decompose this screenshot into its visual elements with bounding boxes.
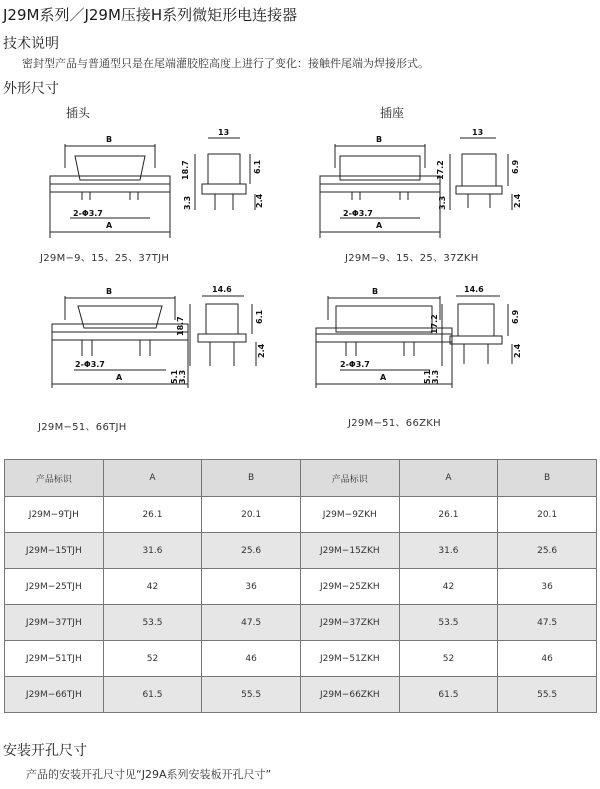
table-row: [5, 569, 597, 605]
table-header: 产品标识: [5, 460, 104, 497]
dim-holes: 2-Φ3.7: [73, 209, 103, 218]
drawing-plug-tjh-large: [30, 284, 270, 399]
table-cell: 26.1: [399, 497, 498, 533]
table-cell: 25.6: [202, 533, 301, 569]
caption-plug-tjh-large: J29M−51、66TJH: [38, 422, 127, 433]
table-cell: J29M−15TJH: [5, 533, 104, 569]
table-cell: 31.6: [399, 533, 498, 569]
dim-b: B: [106, 135, 113, 144]
socket-label: 插座: [380, 106, 405, 120]
table-cell: 55.5: [202, 677, 301, 713]
dim-height: 17.2: [430, 314, 439, 334]
table-cell: 20.1: [498, 497, 597, 533]
dim-left-small: 3.3: [178, 369, 187, 384]
dim-top: 13: [218, 128, 230, 137]
table-cell: 20.1: [202, 497, 301, 533]
dim-a: A: [376, 221, 383, 230]
dim-left-small2: 5.1: [170, 369, 179, 384]
dim-a: A: [380, 373, 387, 382]
dim-bottom-right: 2.4: [255, 193, 264, 208]
dim-top: 14.6: [212, 285, 232, 294]
dim-holes: 2-Φ3.7: [75, 360, 105, 369]
tech-description: 密封型产品与普通型只是在尾端灌胶腔高度上进行了变化：接触件尾端为焊接形式。: [22, 57, 429, 70]
table-cell: 25.6: [498, 533, 597, 569]
dim-holes: 2-Φ3.7: [343, 209, 373, 218]
dim-b: B: [372, 287, 379, 296]
dim-left-small: 3.3: [183, 195, 192, 210]
tech-heading: 技术说明: [3, 36, 59, 52]
table-cell: 53.5: [103, 605, 202, 641]
table-cell: 42: [103, 569, 202, 605]
dim-left-small: 3.3: [438, 195, 447, 210]
table-cell: 36: [498, 569, 597, 605]
spec-table: [4, 459, 597, 713]
dim-b: B: [376, 135, 383, 144]
table-cell: 47.5: [498, 605, 597, 641]
table-cell: 46: [202, 641, 301, 677]
table-cell: 52: [103, 641, 202, 677]
table-cell: J29M−37ZKH: [300, 605, 399, 641]
dim-top: 14.6: [464, 285, 484, 294]
caption-plug-tjh: J29M−9、15、25、37TJH: [40, 253, 170, 264]
table-cell: J29M−25TJH: [5, 569, 104, 605]
table-cell: 42: [399, 569, 498, 605]
table-row: [5, 677, 597, 713]
drawing-socket-zkh: [300, 128, 540, 243]
table-row: [5, 641, 597, 677]
dim-right: 6.1: [253, 159, 262, 174]
dim-top: 13: [472, 128, 484, 137]
table-cell: J29M−66ZKH: [300, 677, 399, 713]
table-cell: 31.6: [103, 533, 202, 569]
plug-label: 插头: [66, 106, 91, 120]
table-row: [5, 497, 597, 533]
table-cell: J29M−25ZKH: [300, 569, 399, 605]
dim-left-small2: 5.1: [423, 369, 432, 384]
table-header: 产品标识: [300, 460, 399, 497]
table-cell: J29M−9ZKH: [300, 497, 399, 533]
dim-b: B: [106, 287, 113, 296]
table-cell: J29M−66TJH: [5, 677, 104, 713]
dim-height: 18.7: [176, 316, 185, 336]
dim-left-small: 3.3: [431, 369, 440, 384]
table-cell: 26.1: [103, 497, 202, 533]
dim-bottom-right: 2.4: [513, 193, 522, 208]
page-title: J29M系列／J29M压接H系列微矩形电连接器: [3, 6, 298, 24]
dim-bottom-right: 2.4: [513, 343, 522, 358]
table-cell: 47.5: [202, 605, 301, 641]
table-cell: 55.5: [498, 677, 597, 713]
dim-height: 18.7: [181, 160, 190, 180]
table-cell: 53.5: [399, 605, 498, 641]
table-cell: J29M−37TJH: [5, 605, 104, 641]
dim-holes: 2-Φ3.7: [340, 360, 370, 369]
dim-right: 6.9: [511, 309, 520, 324]
table-row: [5, 533, 597, 569]
table-cell: J29M−51TJH: [5, 641, 104, 677]
table-header: B: [202, 460, 301, 497]
table-cell: 46: [498, 641, 597, 677]
table-header: B: [498, 460, 597, 497]
caption-socket-zkh: J29M−9、15、25、37ZKH: [345, 253, 479, 264]
dim-right: 6.1: [255, 309, 264, 324]
drawing-plug-tjh: [30, 128, 270, 243]
dim-a: A: [116, 373, 123, 382]
table-row: [5, 605, 597, 641]
caption-socket-zkh-large: J29M−51、66ZKH: [348, 418, 441, 429]
table-cell: J29M−51ZKH: [300, 641, 399, 677]
table-header: A: [103, 460, 202, 497]
table-cell: J29M−9TJH: [5, 497, 104, 533]
mount-description: 产品的安装开孔尺寸见“J29A系列安装板开孔尺寸”: [26, 768, 272, 781]
mount-heading: 安装开孔尺寸: [3, 743, 87, 759]
outline-heading: 外形尺寸: [3, 81, 59, 97]
table-header-row: [5, 460, 597, 497]
dim-bottom-right: 2.4: [257, 343, 266, 358]
table-cell: 52: [399, 641, 498, 677]
table-cell: 61.5: [399, 677, 498, 713]
dim-height: 17.2: [436, 160, 445, 180]
table-cell: 61.5: [103, 677, 202, 713]
table-cell: 36: [202, 569, 301, 605]
drawing-socket-zkh-large: [300, 284, 540, 399]
table-cell: J29M−15ZKH: [300, 533, 399, 569]
dim-right: 6.9: [511, 159, 520, 174]
table-header: A: [399, 460, 498, 497]
dim-a: A: [106, 221, 113, 230]
